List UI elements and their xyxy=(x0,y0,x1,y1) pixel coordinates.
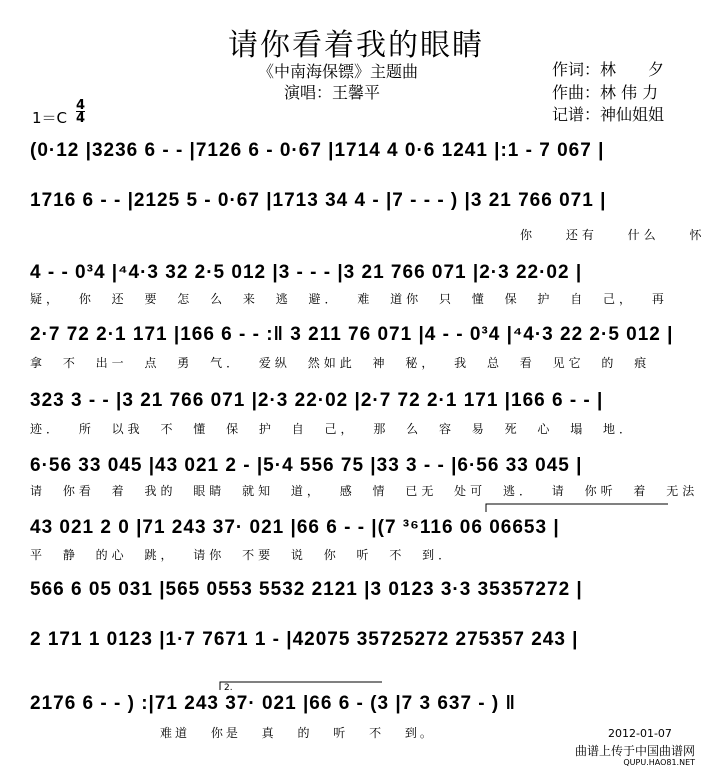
lyrics-line-2: 你 还有 什么 怀 xyxy=(520,228,706,242)
composer: 作曲：林 伟 力 xyxy=(552,83,659,102)
volta-number: 2. xyxy=(224,683,233,693)
time-signature-top: 4 xyxy=(76,98,86,113)
lyrics-line-5: 迹． 所 以我 不 懂 保 护 自 己， 那 么 容 易 死 心 塌 地． xyxy=(30,422,636,436)
transcriber: 记谱：神仙姐姐 xyxy=(552,105,665,124)
lyricist: 作词：林 夕 xyxy=(552,60,665,79)
singer: 演唱：王馨平 xyxy=(284,83,381,102)
score-line-1: (0·12 |3236 6 - - |7126 6 - 0·67 |1714 4 0·6 1241 |:1 - 7 067 | xyxy=(30,140,605,161)
subtitle: 《中南海保镖》主题曲 xyxy=(258,62,419,81)
score-line-8: 566 6 05 031 |565 0553 5532 2121 |3 0123 3·3 35357272 | xyxy=(30,579,583,600)
volta-bracket xyxy=(220,682,382,690)
site-url: QUPU.HAO81.NET xyxy=(623,758,696,767)
score-line-3: 4 - - 0³4 |⁴4·3 32 2·5 012 |3 - - - |3 21 766 071 |2·3 22·02 | xyxy=(30,262,583,283)
lyrics-line-10: 难道 你是 真 的 听 不 到。 xyxy=(160,726,435,740)
score-line-7: 43 021 2 0 |71 243 37· 021 |66 6 - - |(7 ³⁶116 06 06653 | xyxy=(30,517,560,538)
score-line-2: 1716 6 - - |2125 5 - 0·67 |1713 34 4 - |7 - - - ) |3 21 766 071 | xyxy=(30,190,607,211)
score-line-9: 2 171 1 0123 |1·7 7671 1 - |42075 35725272 275357 243 | xyxy=(30,629,579,650)
site-name: 曲谱上传于中国曲谱网 xyxy=(575,744,696,758)
date: 2012-01-07 xyxy=(608,727,672,740)
lyrics-line-3: 疑， 你 还 要 怎 么 来 逃 避． 难 道你 只 懂 保 护 自 己， 再 xyxy=(30,292,668,306)
phrase-bracket xyxy=(486,504,668,512)
site-credit xyxy=(575,742,695,767)
time-signature-bottom: 4 xyxy=(76,111,86,126)
score-line-6: 6·56 33 045 |43 021 2 - |5·4 556 75 |33 3 - - |6·56 33 045 | xyxy=(30,455,583,476)
key-signature: 1＝C xyxy=(32,109,68,127)
page-title: 请你看着我的眼睛 xyxy=(228,28,484,63)
score-line-5: 323 3 - - |3 21 766 071 |2·3 22·02 |2·7 72 2·1 171 |166 6 - - | xyxy=(30,390,604,411)
lyrics-line-6: 请 你看 着 我的 眼睛 就知 道， 感 情 已无 处可 逃． 请 你听 着 无法 xyxy=(30,484,699,498)
lyrics-line-7: 平 静 的心 跳， 请你 不要 说 你 听 不 到． xyxy=(30,548,455,562)
score-line-10: 2176 6 - - ) :|71 243 37· 021 |66 6 - (3 |7 3 637 - ) ‖ xyxy=(30,693,516,714)
score-line-4: 2·7 72 2·1 171 |166 6 - - :‖ 3 211 76 071 |4 - - 0³4 |⁴4·3 22 2·5 012 | xyxy=(30,324,674,345)
lyrics-line-4: 拿 不 出一 点 勇 气． 爱纵 然如此 神 秘， 我 总 看 见它 的 痕 xyxy=(30,356,651,370)
